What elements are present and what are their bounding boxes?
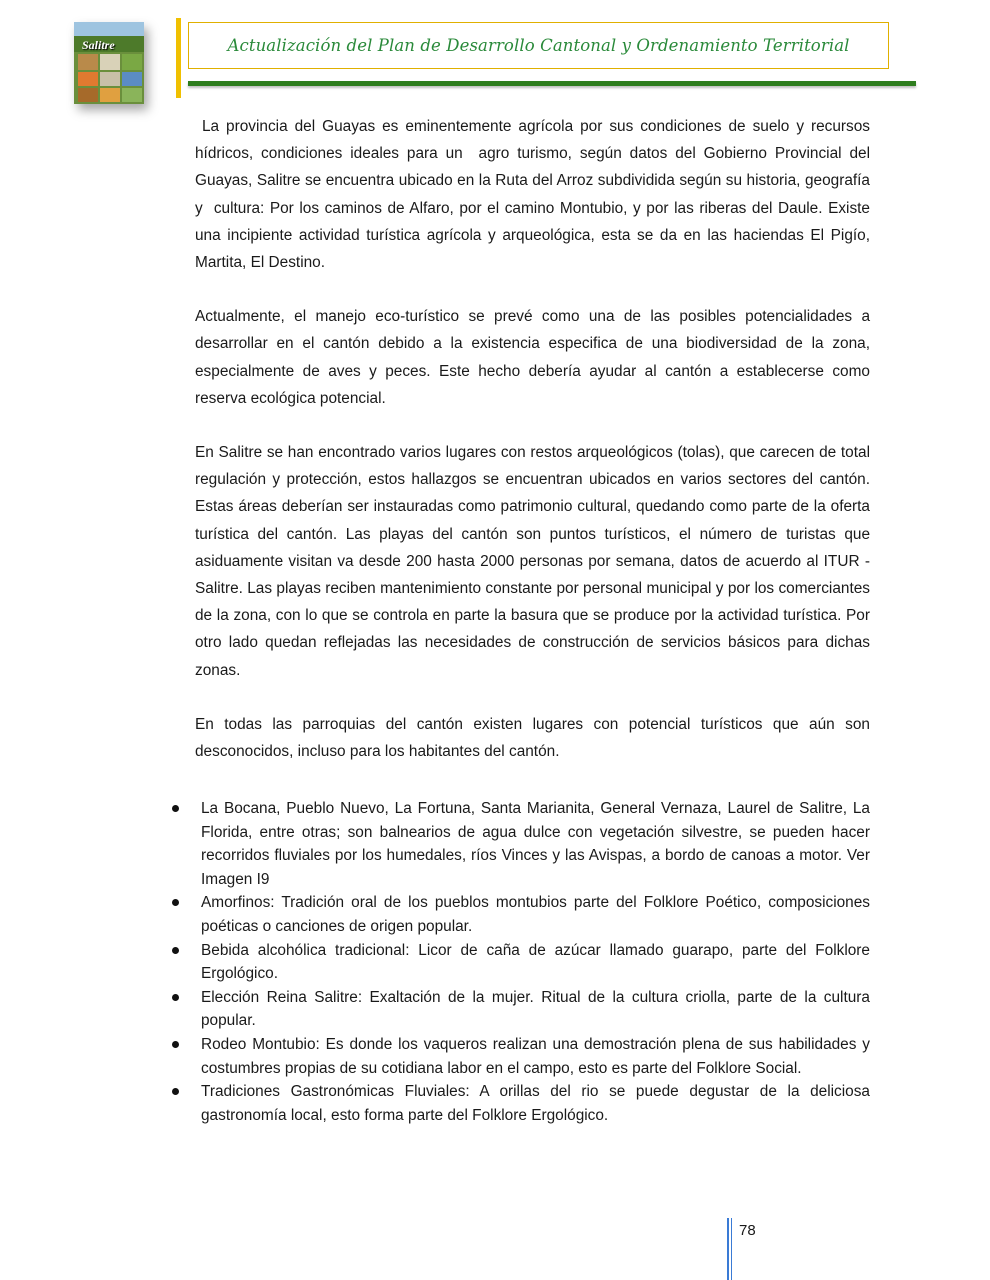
list-item-text: Elección Reina Salitre: Exaltación de la mujer. Ritual de la cultura criolla, parte de la cultura popular. — [201, 988, 870, 1030]
list-item-text: La Bocana, Pueblo Nuevo, La Fortuna, Santa Marianita, General Vernaza, Laurel de Salitre, La Florida, entre otras; son balnearios de agua dulce con vegetación silvestre, se pueden hacer recorridos fluviales por los humedales, ríos Vinces y las Avispas, a bordo de canoas a motor. Ver Imagen I9 — [201, 800, 870, 888]
header-accent-bar — [176, 18, 181, 98]
list-item-text: Bebida alcohólica tradicional: Licor de caña de azúcar llamado guarapo, parte del Folklore Ergológico. — [201, 941, 870, 983]
list-item — [170, 1080, 870, 1127]
bullet-icon — [172, 805, 179, 812]
list-item — [170, 986, 870, 1033]
list-item-text: Tradiciones Gastronómicas Fluviales: A orillas del rio se puede degustar de la deliciosa gastronomía local, esto forma parte del Folklore Ergológico. — [201, 1083, 870, 1124]
bullet-icon — [172, 1088, 179, 1095]
bullet-list — [170, 797, 870, 1127]
paragraph: La provincia del Guayas es eminentemente agrícola por sus condiciones de suelo y recursos hídricos, condiciones ideales para un agro turismo, según datos del Gobierno Provincial del Guayas, Salitre se encuentra ubicado en la Ruta del Arroz subdividida según su historia, geografía y cultura: Por los caminos de Alfaro, por el camino Montubio, y por las riberas del Daule. Existe una incipiente actividad turística agrícola y arqueológica, esta se da en las haciendas El Pigío, Martita, El Destino. — [195, 118, 875, 272]
bullet-icon — [172, 947, 179, 954]
logo-text: Salitre — [82, 38, 115, 52]
bullet-icon — [172, 994, 179, 1001]
body-text — [195, 113, 875, 765]
header-box — [188, 22, 889, 69]
paragraph: En Salitre se han encontrado varios lugares con restos arqueológicos (tolas), que carecen de total regulación y protección, estos hallazgos se encuentran ubicados en varios sectores del cantón. Estas áreas deberían ser instauradas como patrimonio cultural, quedando como parte de la oferta turística del cantón. Las playas del cantón son puntos turísticos, el número de turistas que asiduamente visitan va desde 200 hasta 2000 personas por semana, datos de acuerdo al ITUR - Salitre. Las playas reciben mantenimiento constante por personal municipal y por los comerciantes de la zona, con lo que se controla en parte la basura que se produce por la actividad turística. Por otro lado quedan reflejadas las necesidades de construcción de servicios básicos para dichas zonas. — [195, 444, 870, 679]
list-item — [170, 939, 870, 986]
document-title: Actualización del Plan de Desarrollo Cantonal y Ordenamiento Territorial — [227, 36, 850, 55]
list-item-text: Rodeo Montubio: Es donde los vaqueros realizan una demostración plena de sus habilidades y costumbres propias de su cotidiana labor en el campo, esto es parte del Folklore Social. — [201, 1035, 870, 1077]
list-item — [170, 891, 870, 938]
bullet-icon — [172, 899, 179, 906]
bullet-icon — [172, 1041, 179, 1048]
list-item — [170, 797, 870, 891]
salitre-logo — [74, 22, 144, 104]
page-number: 78 — [739, 1222, 756, 1239]
footer-rule — [727, 1218, 732, 1280]
header-rule — [188, 81, 916, 86]
paragraph: Actualmente, el manejo eco-turístico se prevé como una de las posibles potencialidades a desarrollar en el cantón debido a la existencia especifica de una biodiversidad de la zona, especialmente de aves y peces. Este hecho debería ayudar al cantón a establecerse como reserva ecológica potencial. — [195, 308, 870, 407]
list-item — [170, 1033, 870, 1080]
paragraph: En todas las parroquias del cantón existen lugares con potencial turísticos que aún son desconocidos, incluso para los habitantes del cantón. — [195, 715, 870, 761]
list-item-text: Amorfinos: Tradición oral de los pueblos montubios parte del Folklore Poético, composiciones poéticas o canciones de origen popular. — [201, 894, 870, 935]
